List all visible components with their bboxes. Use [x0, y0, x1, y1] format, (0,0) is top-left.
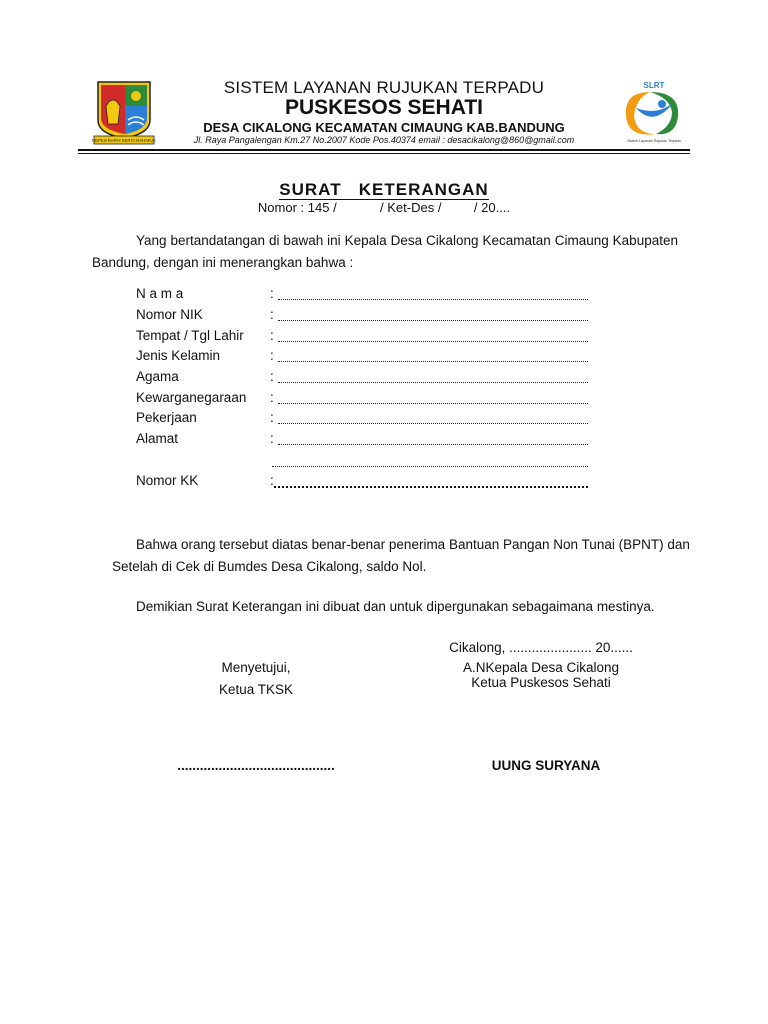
- letter-title: [0, 180, 768, 200]
- field-colon: :: [270, 328, 274, 343]
- field-label-alamat: Alamat: [136, 431, 179, 446]
- slrt-logo-caption: Sistem Layanan Rujukan Terpadu: [627, 139, 681, 143]
- field-label-nomor-kk: Nomor KK: [136, 473, 199, 488]
- village-name: DESA CIKALONG KECAMATAN CIMAUNG KAB.BANDUNG: [203, 120, 565, 135]
- right-signatory-line1: A.NKepala Desa Cikalong: [462, 660, 620, 675]
- address-line: Jl. Raya Pangalengan Km.27 No.2007 Kode Pos.40374 email : desacikalong@860@gmail.com: [193, 135, 575, 145]
- field-label-nik: Nomor NIK: [136, 307, 203, 322]
- right-signatory-title: Ketua Puskesos Sehati: [471, 675, 611, 690]
- statement-paragraph: Bahwa orang tersebut diatas benar-benar penerima Bantuan Pangan Non Tunai (BPNT) dan Setelah di Cek di Bumdes Desa Cikalong, saldo Nol.: [112, 537, 690, 574]
- field-colon: :: [270, 348, 274, 363]
- field-colon: :: [270, 390, 274, 405]
- field-blank-nik: [278, 320, 588, 321]
- crest-motto: REPEH RAPIH KERTA RAHARJA: [92, 138, 156, 143]
- field-blank-alamat-line2: [272, 466, 588, 467]
- field-blank-ttl: [278, 341, 588, 342]
- field-colon: :: [270, 286, 274, 301]
- slrt-logo-text: SLRT: [643, 81, 665, 90]
- field-label-kewarganegaraan: Kewarganegaraan: [136, 390, 247, 405]
- field-label-jenis-kelamin: Jenis Kelamin: [136, 348, 221, 363]
- right-signatory-name: UUNG SURYANA: [491, 758, 601, 773]
- field-colon: :: [270, 307, 274, 322]
- field-label-nama: N a m a: [136, 286, 184, 301]
- left-signatory-name: ..........................................: [177, 758, 335, 773]
- letter-number: Nomor : 145 / / Ket-Des / / 20....: [257, 200, 511, 215]
- left-signatory-line1: Menyetujui,: [221, 660, 291, 675]
- letter-title-text: SURAT KETERANGAN: [279, 180, 489, 199]
- field-label-ttl: Tempat / Tgl Lahir: [136, 328, 244, 343]
- left-signatory-title: Ketua TKSK: [218, 682, 294, 697]
- closing-paragraph: Demikian Surat Keterangan ini dibuat dan untuk dipergunakan sebagaimana mestinya.: [136, 599, 655, 614]
- field-colon: :: [270, 473, 274, 488]
- field-blank-nama: [278, 299, 588, 300]
- field-colon: :: [270, 410, 274, 425]
- field-blank-agama: [278, 382, 588, 383]
- org-name: PUSKESOS SEHATI: [285, 96, 483, 119]
- field-blank-jenis-kelamin: [278, 361, 588, 362]
- field-blank-kewarganegaraan: [278, 403, 588, 404]
- place-date: Cikalong, ...................... 20......: [449, 640, 633, 655]
- field-blank-nomor-kk: [274, 486, 588, 488]
- field-label-agama: Agama: [136, 369, 179, 384]
- system-name: SISTEM LAYANAN RUJUKAN TERPADU: [223, 78, 545, 97]
- header-divider-thick: [78, 149, 690, 151]
- field-label-pekerjaan: Pekerjaan: [136, 410, 197, 425]
- header-divider-thin: [78, 153, 690, 154]
- field-colon: :: [270, 369, 274, 384]
- field-colon: :: [270, 431, 274, 446]
- field-blank-pekerjaan: [278, 423, 588, 424]
- field-blank-alamat: [278, 444, 588, 445]
- intro-paragraph: Yang bertandatangan di bawah ini Kepala Desa Cikalong Kecamatan Cimaung Kabupaten Bandung, dengan ini menerangkan bahwa :: [92, 233, 678, 270]
